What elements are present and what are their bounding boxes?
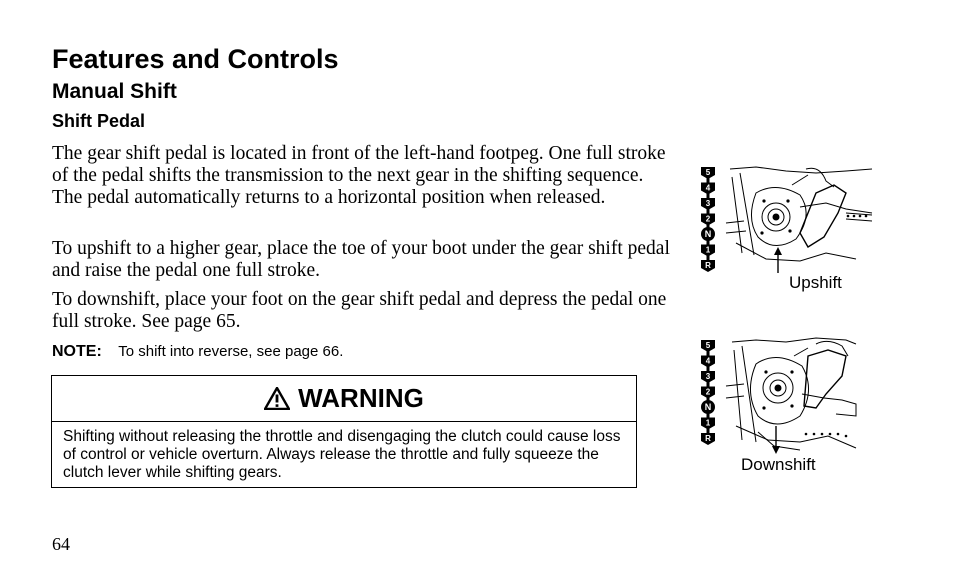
gear-label: R [705,261,711,270]
upshift-illustration [696,163,876,278]
gear-label: N [704,402,712,412]
upshift-label: Upshift [789,273,842,292]
downshift-label: Downshift [741,455,816,474]
downshift-illustration [696,336,876,463]
gear-sequence-indicator [701,340,715,445]
paragraph-downshift: To downshift, place your foot on the gear shift pedal and depress the pedal one full stroke. See page 65. [52,289,667,332]
note [52,343,343,361]
gear-label: 2 [705,214,711,224]
note-label: NOTE: [52,343,102,360]
gear-label: R [705,434,711,443]
page-title: Features and Controls [52,44,339,74]
gear-label: N [704,229,712,239]
subsection-heading: Shift Pedal [52,111,146,131]
gear-label: 3 [705,199,711,208]
gear-label: 2 [705,387,711,397]
page-number: 64 [52,534,70,554]
gear-label: 5 [705,168,711,177]
gear-label: 4 [705,356,711,366]
note-text: To shift into reverse, see page 66. [118,343,344,360]
warning-box [51,375,637,488]
gear-label: 4 [705,183,711,193]
warning-header [52,376,636,422]
gear-label: 1 [705,245,711,255]
section-heading: Manual Shift [52,80,177,103]
warning-text: Shifting without releasing the throttle and disengaging the clutch could cause loss of control or vehicle overturn. Always release the throttle and fully squeeze the clutch lever while shifting gears. [63,428,621,481]
gear-label: 5 [705,341,711,350]
warning-triangle-icon [264,387,290,410]
paragraph-shift-pedal-location: The gear shift pedal is located in front of the left-hand footpeg. One full stroke of the pedal shifts the transmission to the next gear in the shifting sequence. The pedal automatically returns to a horizontal position when released. [52,143,666,208]
gear-label: 1 [705,418,711,428]
gear-sequence-indicator [701,167,715,272]
gear-label: 3 [705,372,711,381]
warning-heading: WARNING [298,383,424,413]
paragraph-upshift: To upshift to a higher gear, place the toe of your boot under the gear shift pedal and raise the pedal one full stroke. [52,238,670,281]
